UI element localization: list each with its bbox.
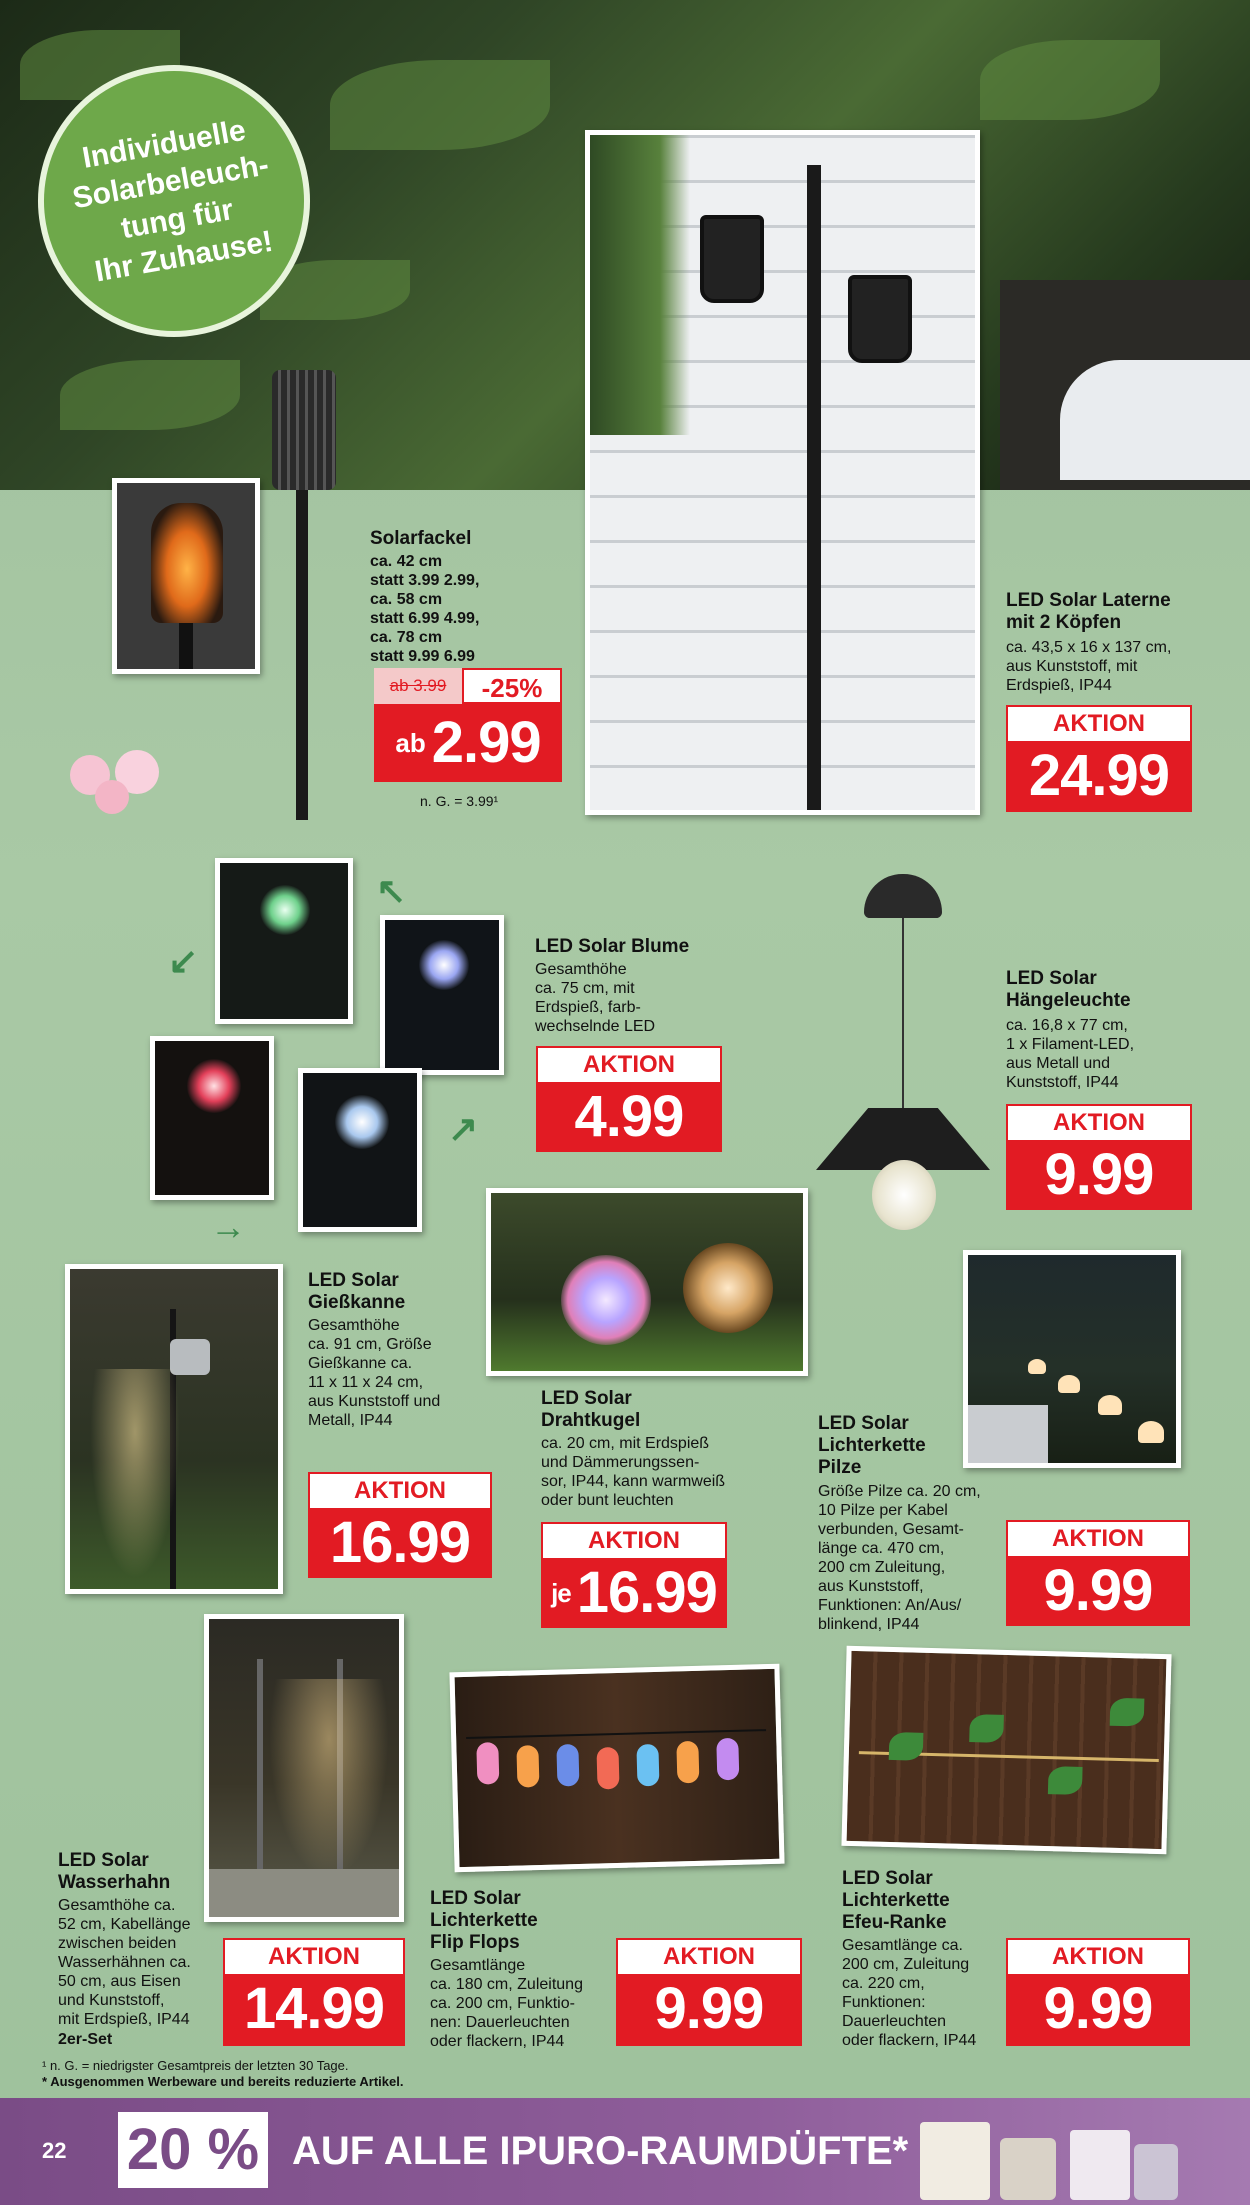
lantern-right-shape — [848, 275, 912, 363]
wire-ball-colored-shape — [561, 1255, 651, 1345]
haengeleuchte-title: LED Solar Hängeleuchte — [1006, 968, 1131, 1011]
blossom-decoration — [60, 735, 180, 815]
promo-badge-text: Individuelle Solarbeleuch- tung für Ihr Zuhause! — [70, 113, 276, 289]
haengeleuchte-price: 9.99 — [1044, 1142, 1154, 1207]
leaf-shape — [980, 40, 1160, 120]
wasserhahn-photo — [204, 1614, 404, 1922]
light-drops-shape — [269, 1679, 389, 1879]
flipflop-light-shape — [556, 1744, 579, 1787]
solarfackel-desc: ca. 42 cm statt 3.99 2.99, ca. 58 cm statt 6.99 4.99, ca. 78 cm statt 9.99 6.99 — [370, 553, 480, 665]
wasserhahn-price-box — [223, 1938, 405, 2046]
wasserhahn-price: 14.99 — [243, 1976, 385, 2041]
blume-title: LED Solar Blume — [535, 936, 690, 957]
flipflop-light-shape — [476, 1742, 499, 1785]
ivy-leaf-shape — [889, 1732, 924, 1761]
flipflops-price-box — [616, 1938, 802, 2046]
drahtkugel-price-row — [541, 1560, 727, 1626]
efeu-price-box — [1006, 1938, 1190, 2046]
blume-price-box — [536, 1046, 722, 1152]
aktion-label: AKTION — [616, 1938, 802, 1976]
giesskanne-price-box — [308, 1472, 492, 1578]
flower-glow-shape — [419, 940, 469, 990]
wasserhahn-desc: Gesamthöhe ca. 52 cm, Kabellänge zwischen beiden Wasserhähnen ca. 50 cm, aus Eisen und Kunststoff, mit Erdspieß, IP44 — [58, 1897, 191, 2028]
lantern-left-shape — [700, 215, 764, 303]
mushroom-light-shape — [1058, 1375, 1080, 1393]
faucet-pole-shape — [257, 1659, 263, 1899]
blume-photo-4 — [298, 1068, 422, 1232]
aktion-label: AKTION — [536, 1046, 722, 1084]
solarfackel-lowest-price-note: n. G. = 3.99¹ — [420, 793, 499, 809]
giesskanne-title: LED Solar Gießkanne — [308, 1270, 406, 1313]
aktion-label: AKTION — [223, 1938, 405, 1976]
laterne-price-box — [1006, 705, 1192, 812]
blume-desc: Gesamthöhe ca. 75 cm, mit Erdspieß, farb- wechselnde LED — [535, 961, 656, 1035]
wire-ball-warm-shape — [683, 1243, 773, 1333]
aktion-label: AKTION — [308, 1472, 492, 1510]
cycle-arrow-icon: ↗ — [448, 1108, 479, 1149]
mushroom-light-shape — [1138, 1421, 1164, 1443]
aktion-label: AKTION — [1006, 1938, 1190, 1976]
price-prefix: je — [551, 1578, 571, 1608]
pilze-title: LED Solar Lichterkette Pilze — [818, 1413, 926, 1478]
cycle-arrow-icon: ↖ — [376, 870, 407, 911]
laterne-photo — [585, 130, 980, 815]
flipflop-light-shape — [636, 1744, 659, 1787]
price-prefix: ab — [395, 727, 426, 758]
laterne-price: 24.99 — [1028, 743, 1170, 808]
aktion-label: AKTION — [1006, 1520, 1190, 1558]
person-shirt-shape — [1060, 360, 1250, 480]
pilze-price: 9.99 — [1043, 1558, 1153, 1623]
drahtkugel-photo — [486, 1188, 808, 1376]
flipflops-title: LED Solar Lichterkette Flip Flops — [430, 1888, 538, 1953]
pilze-desc: Größe Pilze ca. 20 cm, 10 Pilze per Kabel verbunden, Gesamt- länge ca. 470 cm, 200 cm Zuleitung, aus Kunststoff, Funktionen: An/Aus/ blinkend, IP44 — [818, 1483, 981, 1633]
flower-glow-shape — [260, 885, 310, 935]
solarfackel-discount-badge: -25% — [462, 668, 562, 704]
ivy-leaf-shape — [1048, 1766, 1083, 1795]
stone-border-shape — [209, 1869, 399, 1917]
diffuser-products-image — [920, 2104, 1180, 2200]
aktion-label: AKTION — [1006, 1104, 1192, 1142]
pendant-solar-cap-shape — [864, 874, 942, 918]
mushroom-light-shape — [1028, 1359, 1046, 1374]
efeu-price: 9.99 — [1043, 1976, 1153, 2041]
footnote-lowest-price: ¹ n. G. = niedrigster Gesamtpreis der letzten 30 Tage. — [42, 2058, 349, 2073]
pendant-cord-shape — [902, 918, 904, 1108]
giesskanne-desc: Gesamthöhe ca. 91 cm, Größe Gießkanne ca. 11 x 11 x 24 cm, aus Kunststoff und Metall, IP44 — [308, 1317, 441, 1429]
string-cable-shape — [466, 1729, 766, 1739]
leaf-shape — [330, 60, 550, 150]
cycle-arrow-icon: ↙ — [168, 940, 199, 981]
solarfackel-title: Solarfackel — [370, 528, 472, 549]
blume-photo-3 — [150, 1036, 274, 1200]
flame-shape — [151, 503, 223, 623]
lamp-post-shape — [807, 165, 821, 815]
blume-photo-2 — [380, 915, 504, 1075]
mushroom-light-shape — [1098, 1395, 1122, 1415]
solarfackel-old-price: ab 3.99 — [374, 668, 462, 704]
blume-photo-1 — [215, 858, 353, 1024]
flipflops-photo — [449, 1664, 784, 1873]
footer-headline: AUF ALLE IPURO-RAUMDÜFTE* — [292, 2129, 909, 2173]
giesskanne-photo — [65, 1264, 283, 1594]
haengeleuchte-desc: ca. 16,8 x 77 cm, 1 x Filament-LED, aus Metall und Kunststoff, IP44 — [1006, 1017, 1135, 1091]
laterne-desc: ca. 43,5 x 16 x 137 cm, aus Kunststoff, mit Erdspieß, IP44 — [1006, 639, 1172, 694]
aktion-label: AKTION — [1006, 705, 1192, 743]
efeu-photo — [841, 1646, 1171, 1854]
solar-torch-pole-shape — [296, 490, 308, 820]
efeu-title: LED Solar Lichterkette Efeu-Ranke — [842, 1868, 950, 1933]
torch-stick-shape — [179, 623, 193, 673]
flower-glow-shape — [187, 1059, 241, 1113]
page-number: 22 — [42, 2138, 67, 2163]
flipflops-desc: Gesamtlänge ca. 180 cm, Zuleitung ca. 200 cm, Funktio- nen: Dauerleuchten oder flackern, IP44 — [430, 1957, 583, 2050]
drahtkugel-price-box — [541, 1522, 727, 1628]
haengeleuchte-price-box — [1006, 1104, 1192, 1210]
aktion-label: AKTION — [541, 1522, 727, 1560]
pendant-bulb-shape — [872, 1160, 936, 1230]
ivy-leaf-shape — [1110, 1698, 1145, 1727]
flipflop-light-shape — [716, 1738, 739, 1781]
foliage-shape — [590, 135, 690, 435]
efeu-desc: Gesamtlänge ca. 200 cm, Zuleitung ca. 220 cm, Funktionen: Dauerleuchten oder flackern, IP44 — [842, 1937, 977, 2049]
ivy-leaf-shape — [969, 1714, 1004, 1743]
wasserhahn-set-label: 2er-Set — [58, 2031, 113, 2048]
solarfackel-price: 2.99 — [431, 710, 541, 775]
footnote-exclusions: * Ausgenommen Werbeware und bereits reduzierte Artikel. — [42, 2074, 404, 2089]
drahtkugel-title: LED Solar Drahtkugel — [541, 1388, 641, 1431]
stone-border-shape — [968, 1405, 1048, 1465]
footer-banner — [0, 2098, 1250, 2205]
drahtkugel-desc: ca. 20 cm, mit Erdspieß und Dämmerungssen- sor, IP44, kann warmweiß oder bunt leuchten — [541, 1435, 726, 1509]
discount-percent-box: 20 % — [118, 2112, 268, 2188]
giesskanne-price: 16.99 — [329, 1510, 471, 1575]
pilze-price-box — [1006, 1520, 1190, 1626]
drahtkugel-price: 16.99 — [576, 1560, 717, 1625]
flipflop-light-shape — [596, 1747, 619, 1790]
flipflops-price: 9.99 — [654, 1976, 764, 2041]
leaf-shape — [60, 360, 240, 430]
pilze-photo — [963, 1250, 1181, 1468]
light-drops-shape — [90, 1369, 180, 1579]
flipflop-light-shape — [676, 1741, 699, 1784]
cycle-arrow-icon: → — [210, 1206, 246, 1247]
laterne-title: LED Solar Laterne mit 2 Köpfen — [1006, 590, 1171, 633]
blume-price: 4.99 — [574, 1084, 684, 1149]
solar-torch-head-shape — [272, 370, 336, 490]
flower-glow-shape — [335, 1095, 389, 1149]
solarfackel-price-box — [374, 704, 562, 782]
flipflop-light-shape — [516, 1745, 539, 1788]
wasserhahn-title: LED Solar Wasserhahn — [58, 1850, 171, 1893]
solarfackel-photo — [112, 478, 260, 674]
